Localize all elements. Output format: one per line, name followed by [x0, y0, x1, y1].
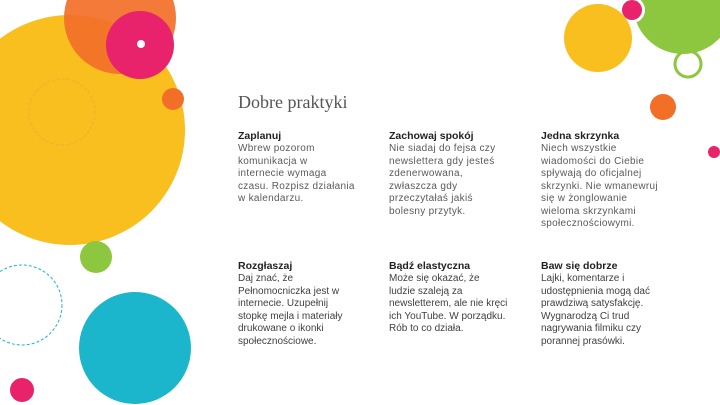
small-pink-circle	[10, 378, 34, 402]
tip-line: internecie wymaga	[238, 168, 327, 179]
tip-line: Niech wszystkie	[541, 143, 617, 154]
tip-one-inbox	[541, 130, 691, 231]
top-right-yellow-circle	[564, 4, 632, 72]
tip-line: zdenerwowana,	[389, 168, 463, 179]
tip-line: stopkę mejla i materiały	[238, 310, 343, 322]
tip-line: Rób to co działa.	[389, 323, 464, 334]
tip-have-fun	[541, 260, 691, 348]
tip-heading: Jedna skrzynka	[541, 130, 620, 142]
tip-line: Wbrew pozorom	[238, 143, 315, 154]
tip-announce	[238, 260, 378, 348]
tip-text	[541, 143, 691, 231]
tip-line: w kalendarzu.	[238, 193, 304, 204]
tip-stay-calm	[389, 130, 529, 218]
small-orange-dot	[162, 88, 184, 110]
tip-line: newsletterem, ale nie kręci	[389, 298, 508, 309]
tip-text	[238, 273, 378, 348]
tip-line: nagrywania filmiku czy	[541, 323, 642, 334]
tip-line: Lajki, komentarze i	[541, 273, 625, 284]
tip-line: przeczytałaś jakiś	[389, 193, 473, 204]
tip-line: społecznościowymi.	[541, 218, 635, 229]
tip-line: komunikacja w	[238, 155, 308, 167]
green-circle	[80, 241, 112, 273]
tip-heading: Zaplanuj	[238, 130, 282, 142]
tip-be-flexible	[389, 260, 537, 336]
tip-line: społecznościowe.	[238, 335, 317, 347]
dashed-teal-ring	[0, 265, 62, 345]
tip-line: zwłaszcza gdy	[389, 180, 458, 192]
tip-line: ich YouTube. W porządku.	[389, 310, 506, 322]
small-white-dot	[137, 40, 145, 48]
tip-line: drukowane o ikonki	[238, 323, 324, 334]
tip-line: wiadomości do Ciebie	[541, 155, 645, 167]
tip-line: ludzie szaleją za	[389, 285, 463, 297]
tip-heading: Zachowaj spokój	[389, 130, 474, 142]
tip-line: bolesny przytyk.	[389, 205, 466, 217]
green-ring	[675, 51, 701, 77]
tip-line: wieloma skrzynkami	[541, 205, 636, 217]
tip-line: Nie siadaj do fejsa czy	[389, 143, 496, 154]
tip-heading: Baw się dobrze	[541, 260, 618, 272]
tip-text	[389, 143, 529, 218]
tiny-pink-dot	[708, 146, 720, 158]
tip-line: Daj znać, że	[238, 273, 294, 284]
tip-text	[541, 273, 691, 348]
tip-line: Wygnarodzą Ci trud	[541, 310, 630, 322]
teal-circle	[79, 292, 191, 404]
tip-line: newslettera gdy jesteś	[389, 155, 495, 167]
tip-plan	[238, 130, 378, 206]
tip-line: czasu. Rozpisz działania	[238, 180, 355, 192]
tip-line: Pełnomocniczka jest w	[238, 285, 340, 297]
tip-line: udostępnienia mogą dać	[541, 285, 650, 297]
tip-heading: Rozgłaszaj	[238, 260, 293, 272]
tip-line: skrzynki. Nie wmanewruj	[541, 180, 658, 192]
tip-line: prawdziwą satysfakcję.	[541, 298, 644, 309]
top-right-pink-circle	[622, 0, 642, 20]
tip-heading: Bądź elastyczna	[389, 260, 471, 272]
tip-text	[238, 143, 378, 206]
top-right-green-circle	[633, 0, 720, 54]
tip-line: internecie. Uzupełnij	[238, 298, 329, 309]
slide-title: Dobre praktyki	[238, 92, 348, 112]
tip-line: spływają do oficjalnej	[541, 168, 642, 179]
top-right-orange-dot	[650, 94, 676, 120]
tip-line: porannej prasówki.	[541, 335, 625, 347]
tip-line: się w żonglowanie	[541, 193, 628, 204]
tip-line: Może się okazać, że	[389, 273, 480, 284]
tip-text	[389, 273, 537, 336]
